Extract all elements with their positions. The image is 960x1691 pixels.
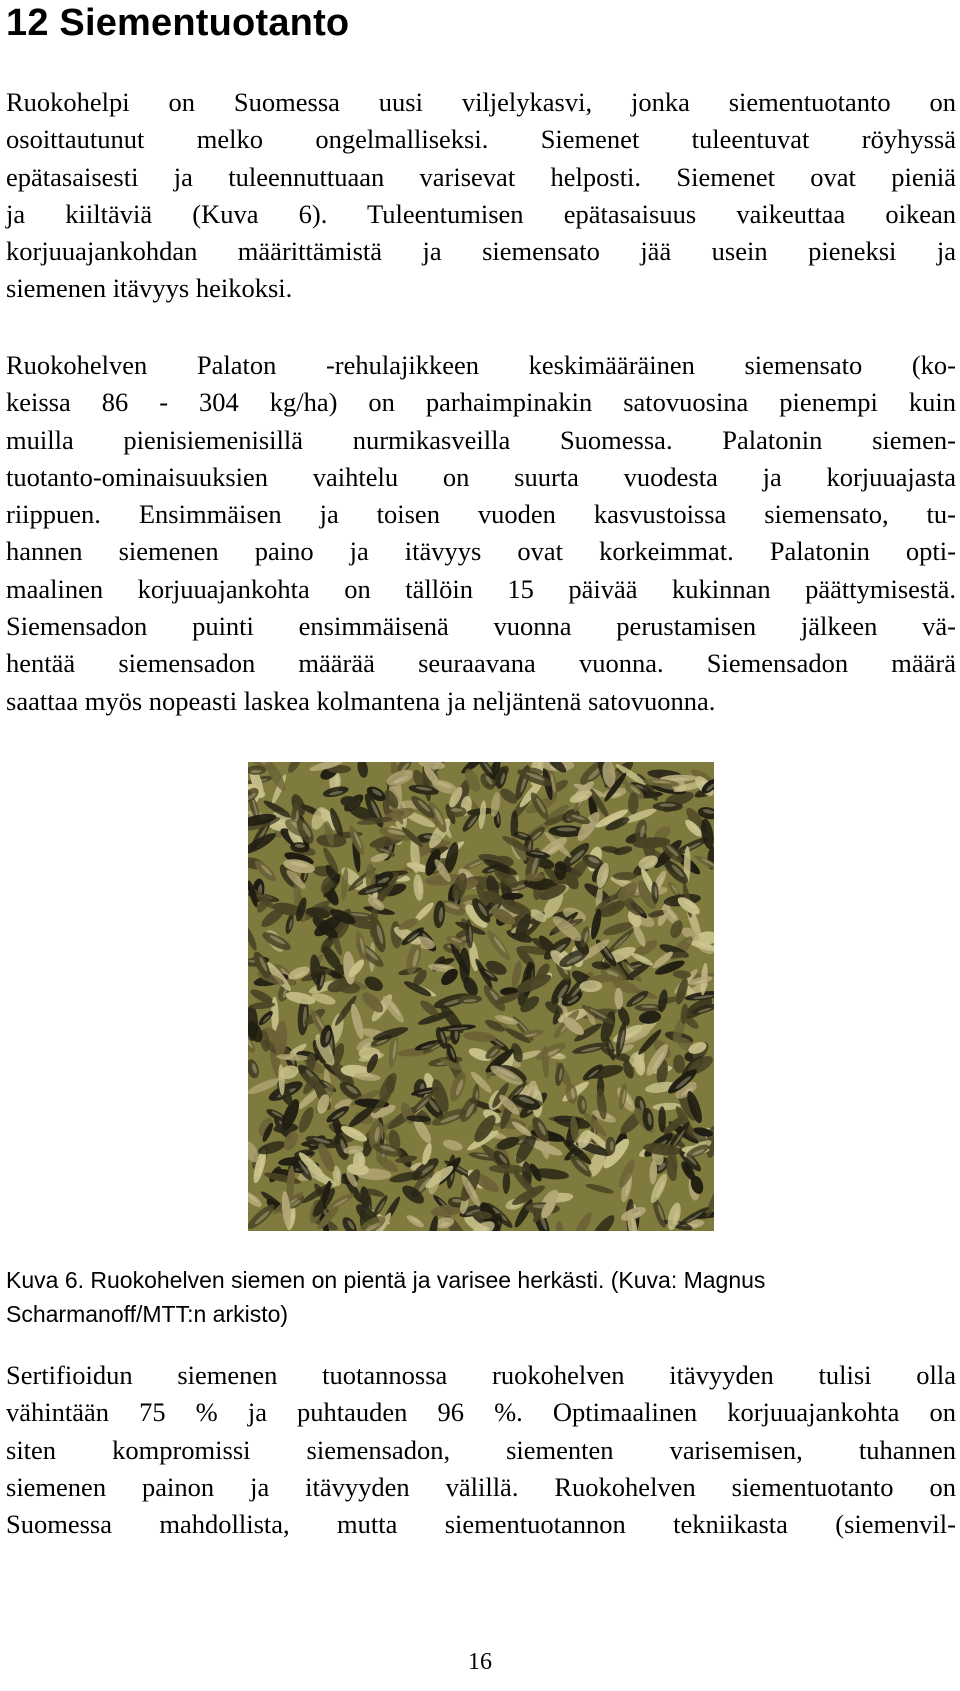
text-line: Suomessa mahdollista, mutta siementuotannon tekniikasta (siemenvil- bbox=[6, 1509, 956, 1540]
text-line: hentää siemensadon määrää seuraavana vuonna. Siemensadon määrä bbox=[6, 648, 956, 679]
text-line: siten kompromissi siemensadon, siementen varisemisen, tuhannen bbox=[6, 1434, 956, 1465]
caption-line: Scharmanoff/MTT:n arkisto) bbox=[6, 1301, 289, 1327]
text-line: hannen siemenen paino ja itävyys ovat korkeimmat. Palatonin opti- bbox=[6, 536, 956, 567]
paragraph-seed-yield bbox=[6, 347, 956, 720]
text-line: vähintään 75 % ja puhtauden 96 %. Optimaalinen korjuuajankohta on bbox=[6, 1397, 956, 1428]
text-line: muilla pienisiemenisillä nurmikasveilla Suomessa. Palatonin siemen- bbox=[6, 424, 956, 455]
text-line: tuotanto-ominaisuuksien vaihtelu on suurta vuodesta ja korjuuajasta bbox=[6, 461, 956, 492]
text-line: ja kiiltäviä (Kuva 6). Tuleentumisen epätasaisuus vaikeuttaa oikean bbox=[6, 198, 956, 229]
text-line: keissa 86 - 304 kg/ha) on parhaimpinakin satovuosina pienempi kuin bbox=[6, 387, 956, 418]
page-number: 16 bbox=[468, 1649, 492, 1675]
text-line: maalinen korjuuajankohta on tällöin 15 päivää kukinnan päättymisestä. bbox=[6, 573, 956, 604]
text-line: Ruokohelpi on Suomessa uusi viljelykasvi, jonka siementuotanto on bbox=[6, 87, 956, 117]
seed-photo-graphic bbox=[248, 762, 714, 1231]
text-line: siemenen painon ja itävyyden välillä. Ruokohelven siementuotanto on bbox=[6, 1471, 956, 1502]
figure-caption bbox=[6, 1263, 960, 1331]
paragraph-certification bbox=[6, 1357, 956, 1543]
text-line: Siemensadon puinti ensimmäisenä vuonna perustamisen jälkeen vä- bbox=[6, 611, 956, 642]
text-line: siemenen itävyys heikoksi. bbox=[6, 273, 293, 304]
text-line: epätasaisesti ja tuleennuttuaan varisevat helposti. Siemenet ovat pieniä bbox=[6, 161, 956, 192]
paragraph-intro bbox=[6, 84, 956, 308]
seed-photo bbox=[248, 762, 714, 1231]
text-line: Ruokohelven Palaton -rehulajikkeen keskimääräinen siemensato (ko- bbox=[6, 350, 956, 380]
text-line: Sertifioidun siemenen tuotannossa ruokohelven itävyyden tulisi olla bbox=[6, 1360, 956, 1390]
text-line: saattaa myös nopeasti laskea kolmantena ja neljäntenä satovuonna. bbox=[6, 685, 716, 716]
text-line: osoittautunut melko ongelmalliseksi. Siemenet tuleentuvat röyhyssä bbox=[6, 124, 956, 155]
section-heading: 12 Siementuotanto bbox=[6, 2, 350, 44]
text-line: riippuen. Ensimmäisen ja toisen vuoden kasvustoissa siemensato, tu- bbox=[6, 499, 956, 530]
caption-line: Kuva 6. Ruokohelven siemen on pientä ja varisee herkästi. (Kuva: Magnus bbox=[6, 1267, 766, 1293]
text-line: korjuuajankohdan määrittämistä ja siemensato jää usein pieneksi ja bbox=[6, 236, 956, 267]
